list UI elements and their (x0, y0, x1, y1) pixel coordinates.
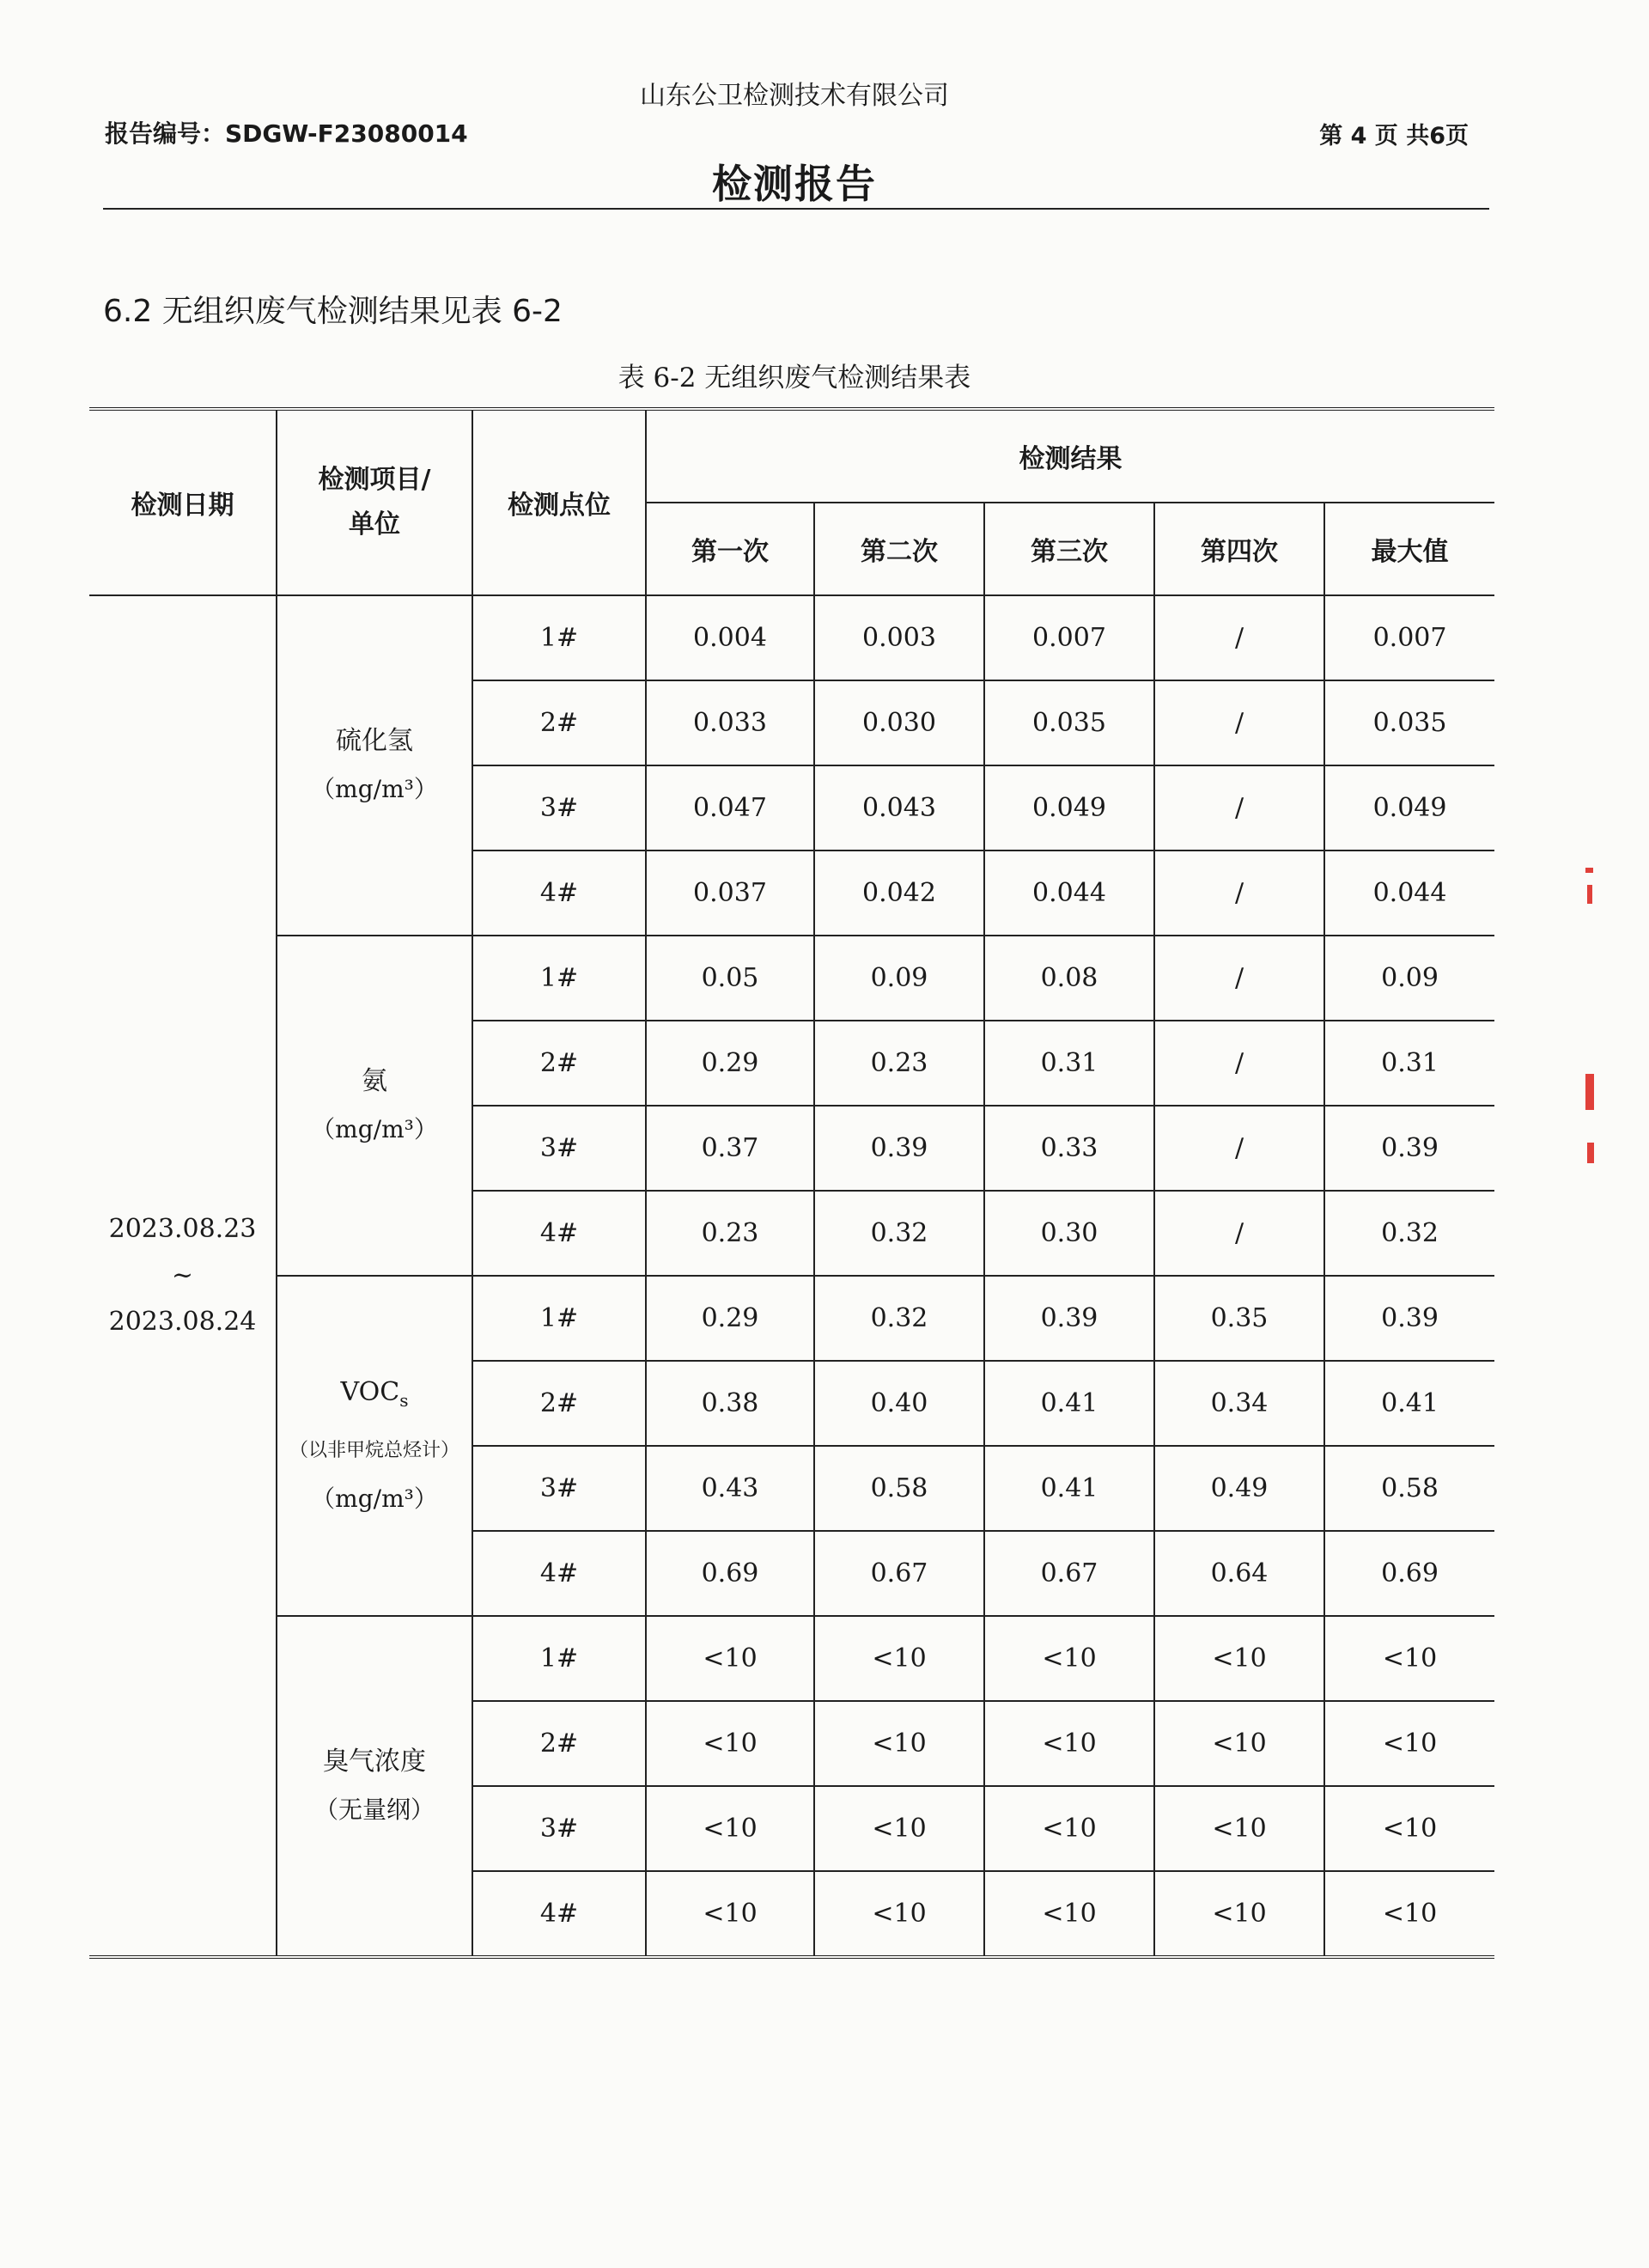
date-to: 2023.08.24 (108, 1307, 257, 1337)
value-cell: 0.32 (814, 1276, 984, 1361)
header-date: 检测日期 (89, 409, 277, 595)
point-cell: 3# (472, 1106, 646, 1191)
value-cell: / (1154, 1106, 1324, 1191)
value-cell: <10 (646, 1701, 814, 1786)
max-value-cell: 0.09 (1324, 936, 1494, 1021)
value-cell: / (1154, 1021, 1324, 1106)
stamp-fragment-1 (1585, 868, 1593, 873)
point-cell: 3# (472, 1446, 646, 1531)
item-name: $VOC_s$ (340, 1377, 409, 1411)
value-cell: 0.037 (646, 850, 814, 936)
value-cell: <10 (984, 1786, 1154, 1871)
value-cell: 0.49 (1154, 1446, 1324, 1531)
table-caption: 表 6-2 无组织废气检测结果表 (618, 363, 971, 393)
report-number-value: SDGW-F23080014 (225, 119, 468, 148)
item-name: 臭气浓度 (323, 1747, 426, 1777)
value-cell: <10 (1154, 1871, 1324, 1957)
value-cell: 0.39 (984, 1276, 1154, 1361)
value-cell: / (1154, 1191, 1324, 1276)
max-value-cell: 0.32 (1324, 1191, 1494, 1276)
point-cell: 4# (472, 1871, 646, 1957)
max-value-cell: <10 (1324, 1701, 1494, 1786)
value-cell: 0.69 (646, 1531, 814, 1616)
value-cell: 0.035 (984, 680, 1154, 765)
point-cell: 2# (472, 680, 646, 765)
header-run-3: 第三次 (984, 503, 1154, 595)
table-row (89, 936, 1494, 1021)
point-cell: 2# (472, 1701, 646, 1786)
table-row (89, 1276, 1494, 1361)
value-cell: 0.030 (814, 680, 984, 765)
header-item-line2: 单位 (349, 509, 400, 540)
value-cell: / (1154, 936, 1324, 1021)
point-cell: 3# (472, 765, 646, 850)
value-cell: 0.047 (646, 765, 814, 850)
point-cell: 4# (472, 1191, 646, 1276)
value-cell: 0.37 (646, 1106, 814, 1191)
max-value-cell: 0.58 (1324, 1446, 1494, 1531)
page-indicator: 第 4 页 共6页 (1319, 123, 1469, 149)
header-run-1: 第一次 (646, 503, 814, 595)
max-value-cell: 0.049 (1324, 765, 1494, 850)
value-cell: / (1154, 595, 1324, 680)
value-cell: 0.67 (814, 1531, 984, 1616)
item-cell (277, 936, 472, 1276)
value-cell: <10 (1154, 1616, 1324, 1701)
header-run-2: 第二次 (814, 503, 984, 595)
value-cell: 0.042 (814, 850, 984, 936)
max-value-cell: 0.31 (1324, 1021, 1494, 1106)
header-item (277, 409, 472, 595)
value-cell: <10 (1154, 1786, 1324, 1871)
table-row (89, 595, 1494, 680)
value-cell: 0.38 (646, 1361, 814, 1446)
value-cell: 0.23 (814, 1021, 984, 1106)
item-unit: （mg/m³） (311, 1115, 438, 1143)
value-cell: 0.30 (984, 1191, 1154, 1276)
value-cell: 0.31 (984, 1021, 1154, 1106)
value-cell: 0.05 (646, 936, 814, 1021)
results-body (89, 595, 1494, 1957)
point-cell: 3# (472, 1786, 646, 1871)
value-cell: 0.29 (646, 1021, 814, 1106)
max-value-cell: <10 (1324, 1616, 1494, 1701)
header-results: 检测结果 (646, 409, 1494, 503)
point-cell: 1# (472, 1276, 646, 1361)
point-cell: 2# (472, 1021, 646, 1106)
max-value-cell: <10 (1324, 1871, 1494, 1957)
item-cell (277, 595, 472, 936)
max-value-cell: <10 (1324, 1786, 1494, 1871)
stamp-fragment-2 (1587, 885, 1592, 904)
value-cell: <10 (984, 1616, 1154, 1701)
value-cell: 0.043 (814, 765, 984, 850)
value-cell: 0.003 (814, 595, 984, 680)
value-cell: 0.29 (646, 1276, 814, 1361)
date-separator: ~ (171, 1260, 194, 1290)
value-cell: <10 (1154, 1701, 1324, 1786)
value-cell: 0.67 (984, 1531, 1154, 1616)
table-row (89, 1616, 1494, 1701)
value-cell: 0.58 (814, 1446, 984, 1531)
header-divider (103, 208, 1489, 210)
point-cell: 1# (472, 595, 646, 680)
value-cell: 0.049 (984, 765, 1154, 850)
value-cell: 0.007 (984, 595, 1154, 680)
value-cell: 0.35 (1154, 1276, 1324, 1361)
value-cell: 0.64 (1154, 1531, 1324, 1616)
value-cell: <10 (984, 1701, 1154, 1786)
value-cell: <10 (984, 1871, 1154, 1957)
header-max: 最大值 (1324, 503, 1494, 595)
value-cell: 0.34 (1154, 1361, 1324, 1446)
max-value-cell: 0.39 (1324, 1106, 1494, 1191)
item-unit: （mg/m³） (311, 775, 438, 803)
value-cell: <10 (646, 1871, 814, 1957)
item-unit: （无量纲） (313, 1796, 435, 1824)
results-table (89, 407, 1494, 1959)
report-number-label: 报告编号： (105, 119, 226, 148)
max-value-cell: 0.39 (1324, 1276, 1494, 1361)
value-cell: 0.32 (814, 1191, 984, 1276)
value-cell: 0.41 (984, 1446, 1154, 1531)
header-item-line1: 检测项目/ (318, 465, 431, 495)
value-cell: <10 (646, 1616, 814, 1701)
stamp-fragment-4 (1587, 1143, 1594, 1163)
point-cell: 1# (472, 1616, 646, 1701)
value-cell: <10 (814, 1871, 984, 1957)
stamp-fragment-3 (1585, 1074, 1594, 1110)
report-title: 检测报告 (712, 161, 877, 207)
item-name: 氨 (362, 1066, 387, 1096)
value-cell: <10 (814, 1786, 984, 1871)
header-run-4: 第四次 (1154, 503, 1324, 595)
point-cell: 4# (472, 1531, 646, 1616)
value-cell: / (1154, 680, 1324, 765)
value-cell: 0.41 (984, 1361, 1154, 1446)
value-cell: <10 (646, 1786, 814, 1871)
date-from: 2023.08.23 (108, 1214, 257, 1244)
company-name: 山东公卫检测技术有限公司 (640, 81, 949, 111)
header-point: 检测点位 (472, 409, 646, 595)
max-value-cell: 0.044 (1324, 850, 1494, 936)
item-cell (277, 1616, 472, 1957)
value-cell: 0.33 (984, 1106, 1154, 1191)
report-number (105, 115, 468, 149)
value-cell: / (1154, 850, 1324, 936)
point-cell: 1# (472, 936, 646, 1021)
max-value-cell: 0.035 (1324, 680, 1494, 765)
value-cell: <10 (814, 1701, 984, 1786)
value-cell: 0.004 (646, 595, 814, 680)
item-unit: （mg/m³） (311, 1485, 438, 1513)
item-cell (277, 1276, 472, 1616)
date-cell (89, 595, 277, 1957)
value-cell: 0.39 (814, 1106, 984, 1191)
value-cell: 0.09 (814, 936, 984, 1021)
max-value-cell: 0.007 (1324, 595, 1494, 680)
value-cell: 0.40 (814, 1361, 984, 1446)
value-cell: 0.43 (646, 1446, 814, 1531)
max-value-cell: 0.69 (1324, 1531, 1494, 1616)
value-cell: 0.033 (646, 680, 814, 765)
value-cell: 0.23 (646, 1191, 814, 1276)
item-note: （以非甲烷总烃计） (289, 1440, 459, 1461)
section-heading: 6.2 无组织废气检测结果见表 6-2 (103, 294, 563, 329)
value-cell: <10 (814, 1616, 984, 1701)
point-cell: 4# (472, 850, 646, 936)
value-cell: 0.08 (984, 936, 1154, 1021)
value-cell: / (1154, 765, 1324, 850)
value-cell: 0.044 (984, 850, 1154, 936)
point-cell: 2# (472, 1361, 646, 1446)
item-name: 硫化氢 (336, 726, 413, 756)
max-value-cell: 0.41 (1324, 1361, 1494, 1446)
